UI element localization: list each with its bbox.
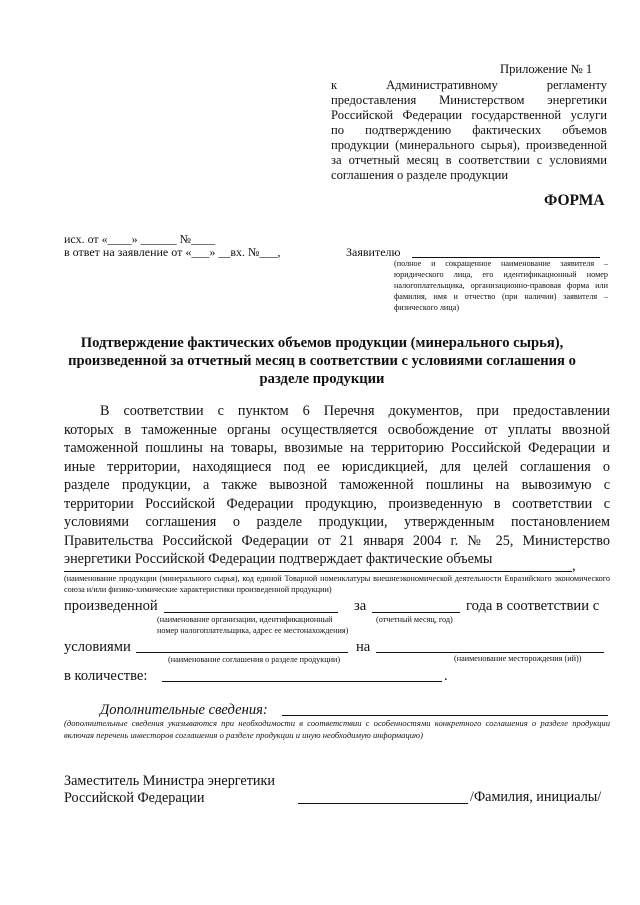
body-line: которых в таможенные органы осуществляется освобождение от уплаты ввозной [64,421,610,438]
annex-line: предоставления Министерством энергетики [331,93,607,107]
additional-field[interactable] [282,715,608,716]
document-title: Подтверждение фактических объемов продукции (минерального сырья), произведенной за отчетный месяц в соответствии с условиями соглашения о разделе продукции [68,335,576,387]
body-line: условиями соглашения о разделе продукции, утвержденным постановлением [64,514,610,530]
annex-line: по подтверждению фактических объемов [331,123,607,137]
body-line: территории Российской Федерации продукцию, произведенную в соответствии с [64,495,610,512]
product-caption: (наименование продукции (минерального сырья), код единой Товарной номенклатуры внешнеэкономической деятельности Евразийского экономического союза и/или физико-химические характеристики произведенной продукции) [64,574,610,594]
annex-text [331,78,607,183]
quantity-field[interactable] [162,681,442,682]
additional-caption: (дополнительные сведения указываются при необходимости в соответствии с особенностями конкретного соглашения о разделе продукции включая перечень инвесторов соглашения о разделе продукции и иную необходимую информацию) [64,718,610,740]
product-field[interactable] [64,571,572,572]
body-line: Правительства Российской Федерации от 21 января 2004 г. № 25, Министерство [64,532,610,549]
period-caption: (отчетный месяц, год) [376,615,453,624]
signature-field[interactable] [298,803,468,804]
body-line: разделе продукции, а также вывозной таможенной пошлины на вывозимую с [64,477,610,493]
body-line: энергетики Российской Федерации подтверждает фактические объемы [64,551,493,567]
agreement-field[interactable] [136,652,348,653]
za-label: за [354,598,367,614]
organization-caption-1: (наименование организации, идентификационный [157,615,333,624]
agreement-caption: (наименование соглашения о разделе продукции) [168,655,341,664]
na-label: на [356,639,371,655]
deposit-field[interactable] [376,652,604,653]
signatory-name-label: /Фамилия, инициалы/ [470,789,602,805]
organization-field[interactable] [164,612,338,613]
outgoing-ref-line: исх. от «____» ______ №____ [64,232,216,246]
quantity-end: . [444,668,448,684]
form-label: ФОРМА [544,192,605,209]
annex-line: Российской Федерации государственной услуги [331,108,607,122]
signatory-position-line: Российской Федерации [64,790,205,806]
additional-label: Дополнительные сведения: [100,702,268,718]
body-paragraph [64,402,610,569]
body-line: таможенной пошлины на товары, ввозимые на территорию Российской Федерации и [64,440,610,456]
annex-line: за отчетный месяц в соответствии с условиями [331,153,607,167]
signatory-position-line: Заместитель Министра энергетики [64,773,275,789]
conditions-label: условиями [64,639,131,655]
quantity-label: в количестве: [64,668,148,684]
produced-label: произведенной [64,598,158,614]
product-comma: , [572,558,576,574]
deposit-caption: (наименование месторождения (ий)) [454,654,582,663]
annex-line: соглашения о разделе продукции [331,168,509,182]
year-label: года в соответствии с [466,598,600,614]
body-line: В соответствии с пунктом 6 Перечня документов, при предоставлении [100,403,610,419]
annex-line: продукции (минерального сырья), произведенной [331,138,607,152]
organization-caption-2: номер налогоплательщика, адрес ее местонахождения) [157,626,349,635]
body-line: иные территории, находящиеся под ее юрисдикцией, для целей соглашения о [64,458,610,475]
annex-number: Приложение № 1 [500,62,593,76]
annex-line: к Административному регламенту [331,78,607,92]
applicant-label: Заявителю [346,245,401,259]
period-field[interactable] [372,612,460,613]
signatory-position [64,773,275,807]
applicant-caption: (полное и сокращенное наименование заявителя – юридического лица, его идентификационный номер налогоплательщика, организационно-правовая форма или фамилия, имя и отчество (при наличии) заявителя – физического лица) [394,259,608,312]
reply-ref-line: в ответ на заявление от «___» __вх. №___, [64,245,281,259]
